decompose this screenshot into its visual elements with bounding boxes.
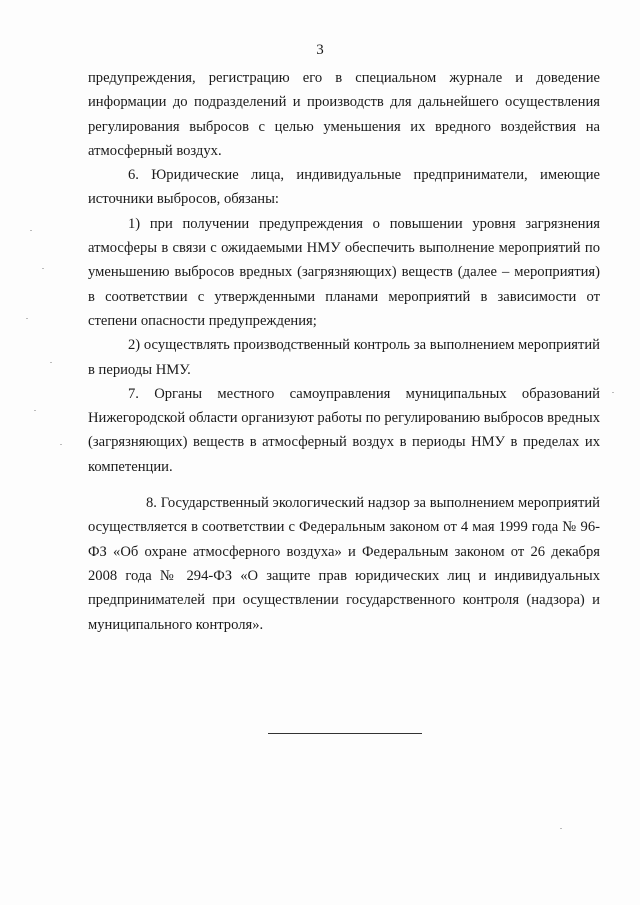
scan-speck xyxy=(60,444,62,445)
paragraph-item-6: 6. Юридические лица, индивидуальные предприниматели, имеющие источники выбросов, обязаны: xyxy=(88,167,600,208)
scan-speck xyxy=(34,410,36,411)
scan-speck xyxy=(42,268,44,269)
closing-rule xyxy=(268,733,422,734)
paragraph-item-7: 7. Органы местного самоуправления муниципальных образований Нижегородской области организуют работы по регулированию выбросов вредных (загрязняющих) веществ в атмосферный воздух в периоды НМУ в пределах их компетенции. xyxy=(88,385,600,475)
scan-speck xyxy=(560,828,562,829)
document-body xyxy=(88,66,600,637)
scan-speck xyxy=(50,362,52,363)
paragraph-subitem-2: 2) осуществлять производственный контроль за выполнением мероприятий в периоды НМУ. xyxy=(88,337,600,378)
page-number: 3 xyxy=(316,42,324,58)
paragraph-subitem-1: 1) при получении предупреждения о повышении уровня загрязнения атмосферы в связи с ожидаемыми НМУ обеспечить выполнение мероприятий по уменьшению выбросов вредных (загрязняющих) веществ (далее – мероприятия) в соответствии с утвержденными планами мероприятий в зависимости от степени опасности предупреждения; xyxy=(88,215,600,329)
paragraph-continuation: предупреждения, регистрацию его в специальном журнале и доведение информации до подразделений и производств для дальнейшего осуществления регулирования выбросов с целью уменьшения их вредного воздействия на атмосферный воздух. xyxy=(88,70,600,159)
scan-speck xyxy=(612,392,614,393)
paragraph-item-8: 8. Государственный экологический надзор за выполнением мероприятий осуществляется в соответствии с Федеральным законом от 4 мая 1999 года № 96-ФЗ «Об охране атмосферного воздуха» и Федеральным законом от 26 декабря 2008 года № 294-ФЗ «О защите прав юридических лиц и индивидуальных предпринимателей при осуществлении государственного контроля (надзора) и муниципального контроля». xyxy=(88,495,600,633)
scan-speck xyxy=(30,230,32,231)
scan-speck xyxy=(26,318,28,319)
